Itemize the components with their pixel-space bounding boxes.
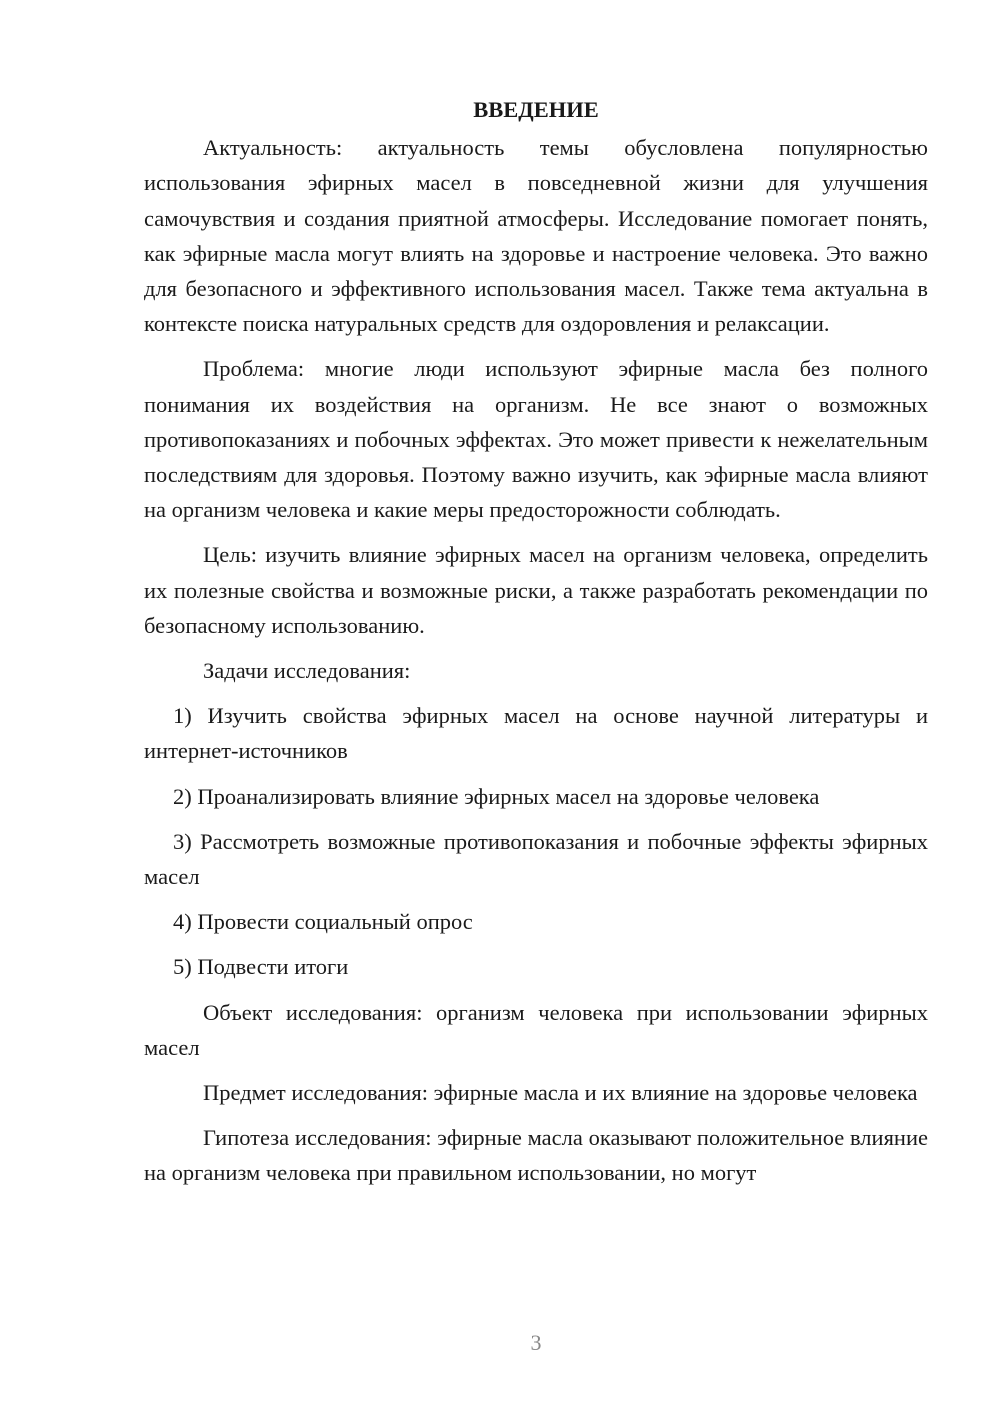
paragraph-hypothesis: Гипотеза исследования: эфирные масла оказывают положительное влияние на организм человека при правильном использовании, но могут [144,1125,928,1186]
document-page [144,92,928,1201]
paragraph-subject: Предмет исследования: эфирные масла и их влияние на здоровье человека [203,1080,918,1106]
paragraph-relevance: Актуальность: актуальность темы обусловлена популярностью использования эфирных масел в повседневной жизни для улучшения самочувствия и создания приятной атмосферы. Исследование помогает понять, как эфирные масла могут влиять на здоровье и настроение человека. Это важно для безопасного и эффективного использования масел. Также тема актуальна в контексте поиска натуральных средств для оздоровления и релаксации. [144,135,928,337]
tasks-heading: Задачи исследования: [203,658,411,684]
paragraph-goal: Цель: изучить влияние эфирных масел на организм человека, определить их полезные свойства и возможные риски, а также разработать рекомендации по безопасному использованию. [144,542,928,638]
paragraph-object: Объект исследования: организм человека при использовании эфирных масел [144,999,928,1060]
list-item: 3) Рассмотреть возможные противопоказания и побочные эффекты эфирных масел [144,828,928,890]
paragraph-problem: Проблема: многие люди используют эфирные масла без полного понимания их воздействия на организм. Не все знают о возможных противопоказаниях и побочных эффектах. Это может привести к нежелательным последствиям для здоровья. Поэтому важно изучить, как эфирные масла влияют на организм человека и какие меры предосторожности соблюдать. [144,356,928,523]
list-item: 4) Провести социальный опрос [173,909,473,935]
page-title: ВВЕДЕНИЕ [473,97,599,122]
list-item: 2) Проанализировать влияние эфирных масел на здоровье человека [173,783,820,809]
page-number: 3 [530,1330,542,1355]
tasks-list [144,698,928,984]
list-item: 1) Изучить свойства эфирных масел на основе научной литературы и интернет-источников [144,703,928,764]
list-item: 5) Подвести итоги [173,954,349,980]
